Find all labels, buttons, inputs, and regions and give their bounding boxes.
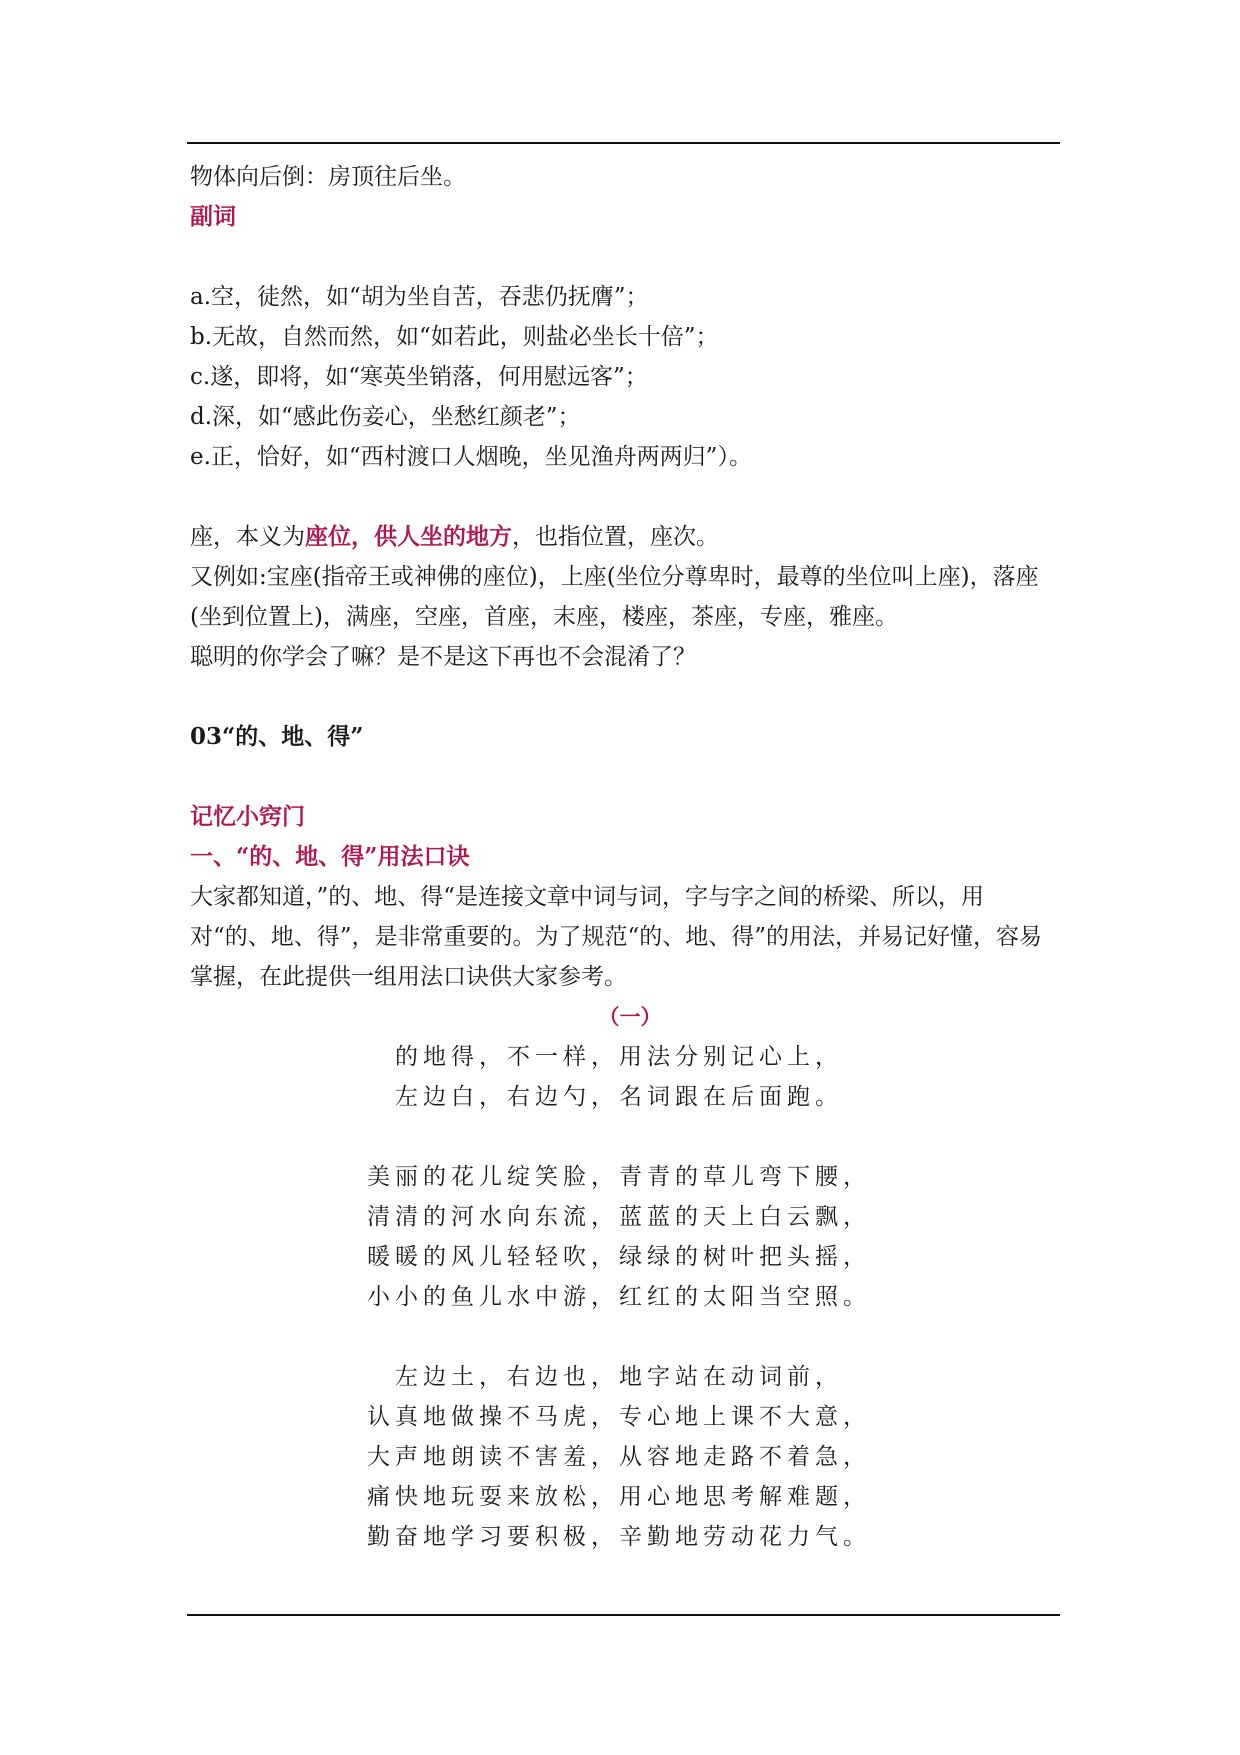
adverb-item: b.无故，自然而然，如“如若此，则盐必坐长十倍”；: [190, 324, 719, 350]
zuo-prefix: 座，本义为: [190, 524, 305, 550]
poem-line: 清清的河水向东流，蓝蓝的天上白云飘，: [367, 1204, 871, 1230]
poem-line: 美丽的花儿绽笑脸，青青的草儿弯下腰，: [367, 1164, 871, 1190]
footer-rule: [187, 1614, 1060, 1616]
spacer: [190, 1117, 1060, 1157]
zuo-suffix: ，也指位置，座次。: [512, 524, 719, 550]
poem-line: 痛快地玩耍来放松，用心地思考解难题，: [367, 1484, 871, 1510]
poem-line: 左边白，右边勺，名词跟在后面跑。: [395, 1084, 843, 1110]
memory-title: 记忆小窍门: [190, 803, 305, 830]
zuo-definition: [190, 517, 1060, 557]
poem-line: 勤奋地学习要积极，辛勤地劳动花力气。: [367, 1524, 871, 1550]
poem-number: （一）: [598, 1004, 662, 1029]
header-rule: [187, 142, 1060, 144]
spacer: [190, 757, 1060, 797]
spacer: [190, 477, 1060, 517]
section-title: 03“的、地、得”: [190, 723, 364, 750]
spacer: [190, 237, 1060, 277]
heading-adverb: 副词: [190, 203, 236, 230]
document-body: [190, 157, 1060, 1557]
question-line: 聪明的你学会了嘛？是不是这下再也不会混淆了？: [190, 644, 696, 670]
poem-line: 暖暖的风儿轻轻吹，绿绿的树叶把头摇，: [367, 1244, 871, 1270]
poem-line: 左边土，右边也，地字站在动词前，: [395, 1364, 843, 1390]
spacer: [190, 677, 1060, 717]
intro-paragraph: 大家都知道，”的、地、得“是连接文章中词与词，字与字之间的桥梁、所以，用对“的、地、得”，是非常重要的。为了规范“的、地、得”的用法，并易记好懂，容易掌握，在此提供一组用法口诀供大家参考。: [190, 884, 1043, 990]
zuo-highlight: 座位，供人坐的地方: [305, 523, 512, 550]
spacer: [190, 1317, 1060, 1357]
adverb-item: c.遂，即将，如“寒英坐销落，何用慰远客”；: [190, 364, 648, 390]
poem-line: 大声地朗读不害羞，从容地走路不着急，: [367, 1444, 871, 1470]
zuo-examples: 又例如:宝座(指帝王或神佛的座位)，上座(坐位分尊卑时，最尊的坐位叫上座)，落座(坐到位置上)，满座，空座，首座，末座，楼座，茶座，专座，雅座。: [190, 564, 1039, 630]
poem-line: 认真地做操不马虎，专心地上课不大意，: [367, 1404, 871, 1430]
adverb-item: a.空，徒然，如“胡为坐自苦，吞悲仍抚膺”；: [190, 284, 649, 310]
rhyme-heading: 一、“的、地、得”用法口诀: [190, 843, 470, 870]
adverb-item: d.深，如“感此伤妾心，坐愁红颜老”；: [190, 404, 581, 430]
poem-line: 小小的鱼儿水中游，红红的太阳当空照。: [367, 1284, 871, 1310]
poem-line: 的地得，不一样，用法分别记心上，: [395, 1044, 843, 1070]
paragraph-line: 物体向后倒：房顶往后坐。: [190, 164, 466, 190]
adverb-item: e.正，恰好，如“西村渡口人烟晚，坐见渔舟两两归”）。: [190, 444, 752, 470]
